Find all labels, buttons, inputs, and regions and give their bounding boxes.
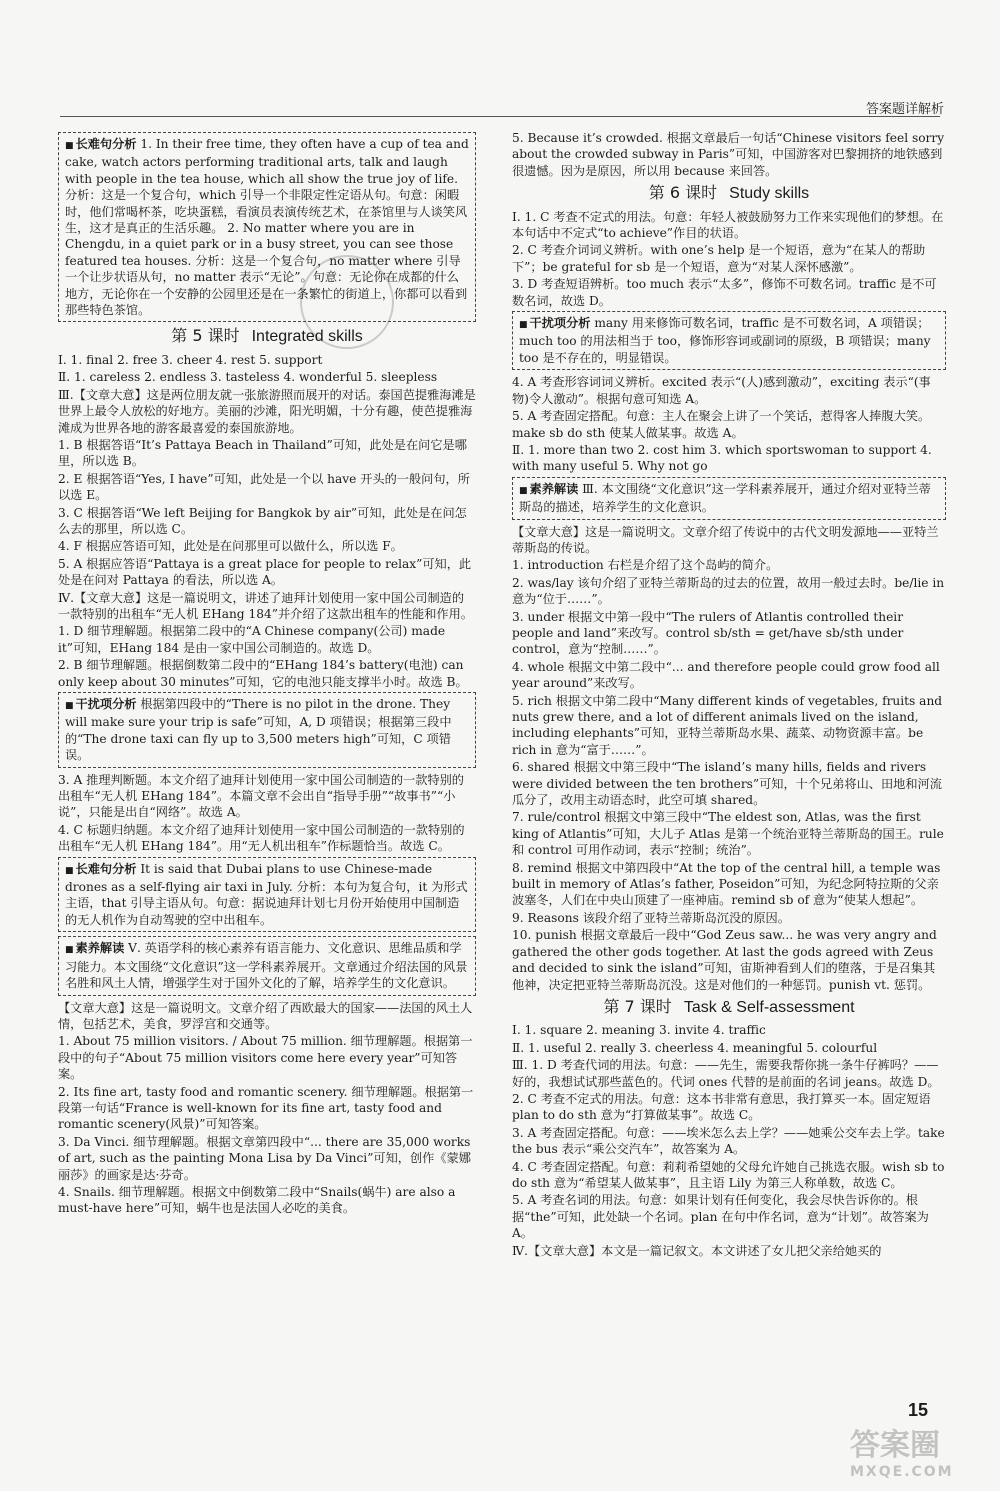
answer-paragraph: Ⅲ. 1. D 考查代词的用法。句意：——先生，需要我帮你挑一条牛仔裤吗？——好的，我想试试那些蓝色的。代词 ones 代替的是前面的名词 jeans。故选 D。: [512, 1058, 940, 1089]
answer-paragraph: 5. rich 根据文中第二段中“Many different kinds of vegetables, fruits and nuts grew there, and a lot of different animals lived on the island, including elephants”可知，亚特兰蒂斯岛水果、蔬菜、动物资源丰富。be rich in 意为“富于……”。: [512, 693, 943, 757]
lesson-number: 第 5 课时: [171, 326, 240, 346]
box-tag: ■ 长难句分析: [65, 862, 136, 876]
lesson-title: Study skills: [729, 185, 810, 203]
answer-paragraph: 10. punish 根据文章最后一段中“God Zeus saw... he was very angry and gathered the other gods together. At last the gods agreed with Zeus and decided to sink the island”可知，宙斯神看到人们的堕落，于是召集其他神，决定把亚特兰蒂斯岛沉没。这是对他们的一种惩罚。punish vt. 惩罚。: [512, 928, 937, 992]
answer-paragraph: 3. A 推理判断题。本文介绍了迪拜计划使用一家中国公司制造的一款特别的出租车“无人机 EHang 184”。本篇文章不会出自“指导手册”“故事书”“小说”，只能是出自“网络”。故选 A。: [58, 772, 464, 820]
analysis-box: [58, 132, 476, 322]
answer-paragraph: 2. E 根据答语“Yes, I have”可知，此处是一个以 have 开头的一般问句，所以选 E。: [58, 471, 470, 503]
answer-paragraph: 9. Reasons 该段介绍了亚特兰蒂斯岛沉没的原因。: [512, 910, 790, 925]
answer-paragraph: 2. C 考查介词词义辨析。with one’s help 是一个短语，意为“在某人的帮助下”；be grateful for sb 是一个短语，意为“对某人深怀感激”。: [512, 243, 926, 274]
analysis-box: [58, 692, 476, 768]
answer-paragraph: 3. D 考查短语辨析。too much 表示“太多”，修饰不可数名词。traffic 是不可数名词，故选 D。: [512, 277, 937, 308]
running-header: 答案题详解析: [865, 102, 944, 117]
answer-paragraph: 3. under 根据文中第一段中“The rulers of Atlantis controlled their people and land”来改写。control sb/sth = get/have sb/sth under control，意为“控制……”。: [512, 609, 904, 657]
box-text: Ⅲ. 本文围绕“文化意识”这一学科素养展开，通过介绍对亚特兰蒂斯岛的描述，培养学生的文化意识。: [519, 481, 931, 515]
answer-paragraph: Ⅳ.【文章大意】本文是一篇记叙文。本文讲述了女儿把父亲给她买的: [512, 1243, 882, 1258]
lesson-heading: [512, 185, 946, 202]
answer-paragraph: Ⅱ. 1. useful 2. really 3. cheerless 4. meaningful 5. colourful: [512, 1040, 878, 1055]
answer-paragraph: 3. A 考查固定搭配。句意：——埃米怎么去上学？——她乘公交车去上学。take the bus 表示“乘公交汽车”，故答案为 A。: [512, 1125, 945, 1157]
answer-paragraph: Ⅰ. 1. final 2. free 3. cheer 4. rest 5. support: [58, 352, 323, 367]
answer-paragraph: 1. D 细节理解题。根据第二段中的“A Chinese company(公司) made it”可知，EHang 184 是由一家中国公司制造的。故选 D。: [58, 624, 446, 655]
answer-paragraph: Ⅰ. 1. C 考查不定式的用法。句意：年轻人被鼓励努力工作来实现他们的梦想。在本句话中不定式“to achieve”作目的状语。: [512, 209, 944, 241]
analysis-box: [512, 477, 946, 520]
lesson-number: 第 7 课时: [603, 996, 672, 1016]
answer-paragraph: 4. F 根据应答语可知，此处是在问那里可以做什么，所以选 F。: [58, 539, 403, 554]
answer-paragraph: 5. A 考查名词的用法。句意：如果计划有任何变化，我会尽快告诉你的。根据“the”可知，此处缺一个名词。plan 在句中作名词，意为“计划”。故答案为 A。: [512, 1193, 929, 1241]
answer-paragraph: 3. C 根据答语“We left Beijing for Bangkok by air”可知，此处是在问怎么去的那里，所以选 C。: [58, 505, 467, 536]
answer-paragraph: 5. A 考查固定搭配。句意：主人在聚会上讲了一个笑话，惹得客人捧腹大笑。make sb do sth 使某人做某事。故选 A。: [512, 409, 931, 440]
lesson-heading: [512, 996, 946, 1016]
right-column: [512, 130, 946, 1260]
answer-paragraph: 7. rule/control 根据文中第三段中“The eldest son, Atlas, was the first king of Atlantis”可知，大儿子 Atlas 是第一个统治亚特兰蒂斯岛的国王。rule 和 control 可用作动词，表示“控制；统治”。: [512, 810, 944, 858]
left-column: [58, 130, 476, 1218]
answer-paragraph: 1. B 根据答语“It’s Pattaya Beach in Thailand”可知，此处是在问它是哪里，所以选 B。: [58, 437, 467, 469]
answer-paragraph: 2. C 考查不定式的用法。句意：这本书非常有意思，我打算买一本。固定短语 plan to do sth 意为“打算做某事”。故选 C。: [512, 1091, 931, 1123]
answer-paragraph: Ⅰ. 1. square 2. meaning 3. invite 4. traffic: [512, 1023, 766, 1038]
answer-paragraph: 8. remind 根据文中第四段中“At the top of the central hill, a temple was built in memory of Atlas’s father, Poseidon”可知，为纪念阿特拉斯的父亲波塞冬，人们在中央山顶建了一座神庙。remind sb of 意为“使某人想起”。: [512, 860, 941, 908]
lesson-title: Integrated skills: [251, 328, 363, 346]
box-text: Ⅴ. 英语学科的核心素养有语言能力、文化意识、思维品质和学习能力。本文围绕“文化意识”这一学科素养展开。文章通过介绍法国的风景名胜和风土人情，增强学生对于国外文化的了解，培养学生的文化意识。: [65, 941, 468, 991]
box-tag: ■ 干扰项分析: [519, 316, 590, 330]
answer-paragraph: 3. Da Vinci. 细节理解题。根据文章第四段中“... there are 35,000 works of art, such as the painting Mona Lisa by Da Vinci”可知，创作《蒙娜丽莎》的画家是达·芬奇。: [58, 1134, 471, 1182]
answer-paragraph: Ⅳ.【文章大意】这是一篇说明文，讲述了迪拜计划使用一家中国公司制造的一款特别的出租车“无人机 EHang 184”并介绍了这款出租车的性能和作用。: [58, 590, 473, 621]
answer-paragraph: Ⅲ.【文章大意】这是两位朋友就一张旅游照而展开的对话。泰国芭提雅海滩是世界上最令人放松的好地方。美丽的沙滩，阳光明媚，十分有趣，使芭提雅海滩成为世界各地的游客最喜爱的泰国旅游地。: [58, 387, 476, 435]
answer-paragraph: 4. whole 根据文中第二段中“... and therefore people could grow food all year around”来改写。: [512, 659, 940, 691]
lesson-title: Task & Self-assessment: [683, 998, 855, 1016]
answer-paragraph: 4. C 考查固定搭配。句意：莉莉希望她的父母允许她自己挑选衣服。wish sb to do sth 意为“希望某人做某事”，且主语 Lily 为第三人称单数，故选 C。: [512, 1159, 945, 1190]
answer-paragraph: 4. Snails. 细节理解题。根据文中倒数第二段中“Snails(蜗牛) are also a must-have here”可知，蜗牛也是法国人必吃的美食。: [58, 1184, 456, 1216]
answer-paragraph: 1. introduction 右栏是介绍了这个岛屿的简介。: [512, 558, 779, 573]
answer-paragraph: 4. A 考查形容词词义辨析。excited 表示“(人)感到激动”，exciting 表示“(事物)令人激动”。根据句意可知选 A。: [512, 375, 931, 406]
analysis-box: [58, 857, 476, 933]
page-number: 15: [907, 1400, 928, 1420]
answer-paragraph: 【文章大意】这是一篇说明文。文章介绍了传说中的古代文明发源地——亚特兰蒂斯岛的传说。: [512, 524, 939, 555]
box-text: many 用来修饰可数名词，traffic 是不可数名词，A 项错误；much too 的用法相当于 too，修饰形容词或副词的原级，B 项错误；many too 是不存在的，明显错误。: [519, 316, 931, 365]
answer-paragraph: 4. C 标题归纳题。本文介绍了迪拜计划使用一家中国公司制造的一款特别的出租车“无人机 EHang 184”。用“无人机出租车”作标题恰当。故选 C。: [58, 822, 465, 854]
box-text: 根据第四段中的“There is no pilot in the drone. They will make sure your trip is safe”可知，A, D 项错误；根据第三段中的“The drone taxi can fly up to 3,500 meters high”可知，C 项错误。: [65, 697, 452, 763]
answer-paragraph: 5. A 根据应答语“Pattaya is a great place for people to relax”可知，此处是在问对 Pattaya 的看法，所以选 A。: [58, 556, 472, 588]
answer-paragraph: Ⅱ. 1. careless 2. endless 3. tasteless 4. wonderful 5. sleepless: [58, 370, 438, 385]
answer-paragraph: 2. B 细节理解题。根据倒数第二段中的“EHang 184’s battery(电池) can only keep about 30 minutes”可知，它的电池只能支撑半小时。故选 B。: [58, 658, 468, 689]
watermark-text: 答案圈: [850, 1428, 940, 1463]
watermark-logo: [850, 1420, 970, 1480]
analysis-box: [512, 311, 946, 370]
box-tag: ■ 长难句分析: [65, 137, 136, 151]
box-tag: ■ 干扰项分析: [65, 697, 136, 711]
analysis-box: [58, 936, 476, 995]
watermark-url: MXQE.COM: [850, 1464, 954, 1480]
lesson-number: 第 6 课时: [648, 183, 718, 203]
answer-paragraph: 2. Its fine art, tasty food and romantic scenery. 细节理解题。根据第一段第一句话“France is well-known for its fine art, tasty food and romantic scenery(风景)”可知答案。: [58, 1084, 474, 1132]
box-tag: ■ 素养解读: [519, 482, 578, 496]
answer-paragraph: Ⅱ. 1. more than two 2. cost him 3. which sportswoman to support 4. with many useful 5. Why not go: [512, 442, 932, 474]
answer-paragraph: 1. About 75 million visitors. / About 75 million. 细节理解题。根据第一段中的句子“About 75 million visitors come here every year”可知答案。: [58, 1034, 473, 1082]
answer-paragraph: 6. shared 根据文中第三段中“The island’s many hills, fields and rivers were divided between the ten brothers”可知，十个兄弟将山、田地和河流瓜分了，改用主动语态时，此空可填 shared。: [512, 760, 942, 808]
answer-paragraph: 2. was/lay 该句介绍了亚特兰蒂斯岛的过去的位置，故用一般过去时。be/lie in 意为“位于……”。: [512, 575, 945, 607]
answer-paragraph: 【文章大意】这是一篇说明文。文章介绍了西欧最大的国家——法国的风土人情，包括艺术，美食，罗浮宫和交通等。: [58, 1000, 473, 1031]
box-text: It is said that Dubai plans to use Chinese-made drones as a self-flying air taxi in July. 分析：本句为复合句，it 为形式主语，that 引导主语从句。句意：据说迪拜计划七月份开始使用中国制造的无人机作为自动驾驶的空中出租车。: [65, 861, 468, 927]
answer-paragraph: 5. Because it’s crowded. 根据文章最后一句话“Chinese visitors feel sorry about the crowded subway in Paris”可知，中国游客对巴黎拥挤的地铁感到很遗憾。因为是原因，所以用 because 来回答。: [512, 131, 945, 178]
box-text: 1. In their free time, they often have a cup of tea and cake, watch actors performing traditional arts, talk and laugh with people in the tea house, which all show the true joy of life. 分析：这是一个复合句，which 引导一个非限定性定语从句。句意：闲暇时，他们常喝杯茶，吃块蛋糕，看演员表演传统艺术，在茶馆里与人谈笑风生，这才是真正的生活乐趣。 2. No matter where you are in Chengdu, in a quiet park or in a busy street, you can see those featured tea houses. 分析：这是一个复合句，no matter where 引导一个让步状语从句，no matter 表示“无论”。句意：无论你在成都的什么地方，无论你在一个安静的公园里还是在一条繁忙的街道上，你都可以看到那些特色茶馆。: [65, 137, 469, 318]
box-tag: ■ 素养解读: [65, 941, 124, 955]
lesson-heading: [58, 328, 476, 345]
header-rule: [60, 116, 940, 117]
